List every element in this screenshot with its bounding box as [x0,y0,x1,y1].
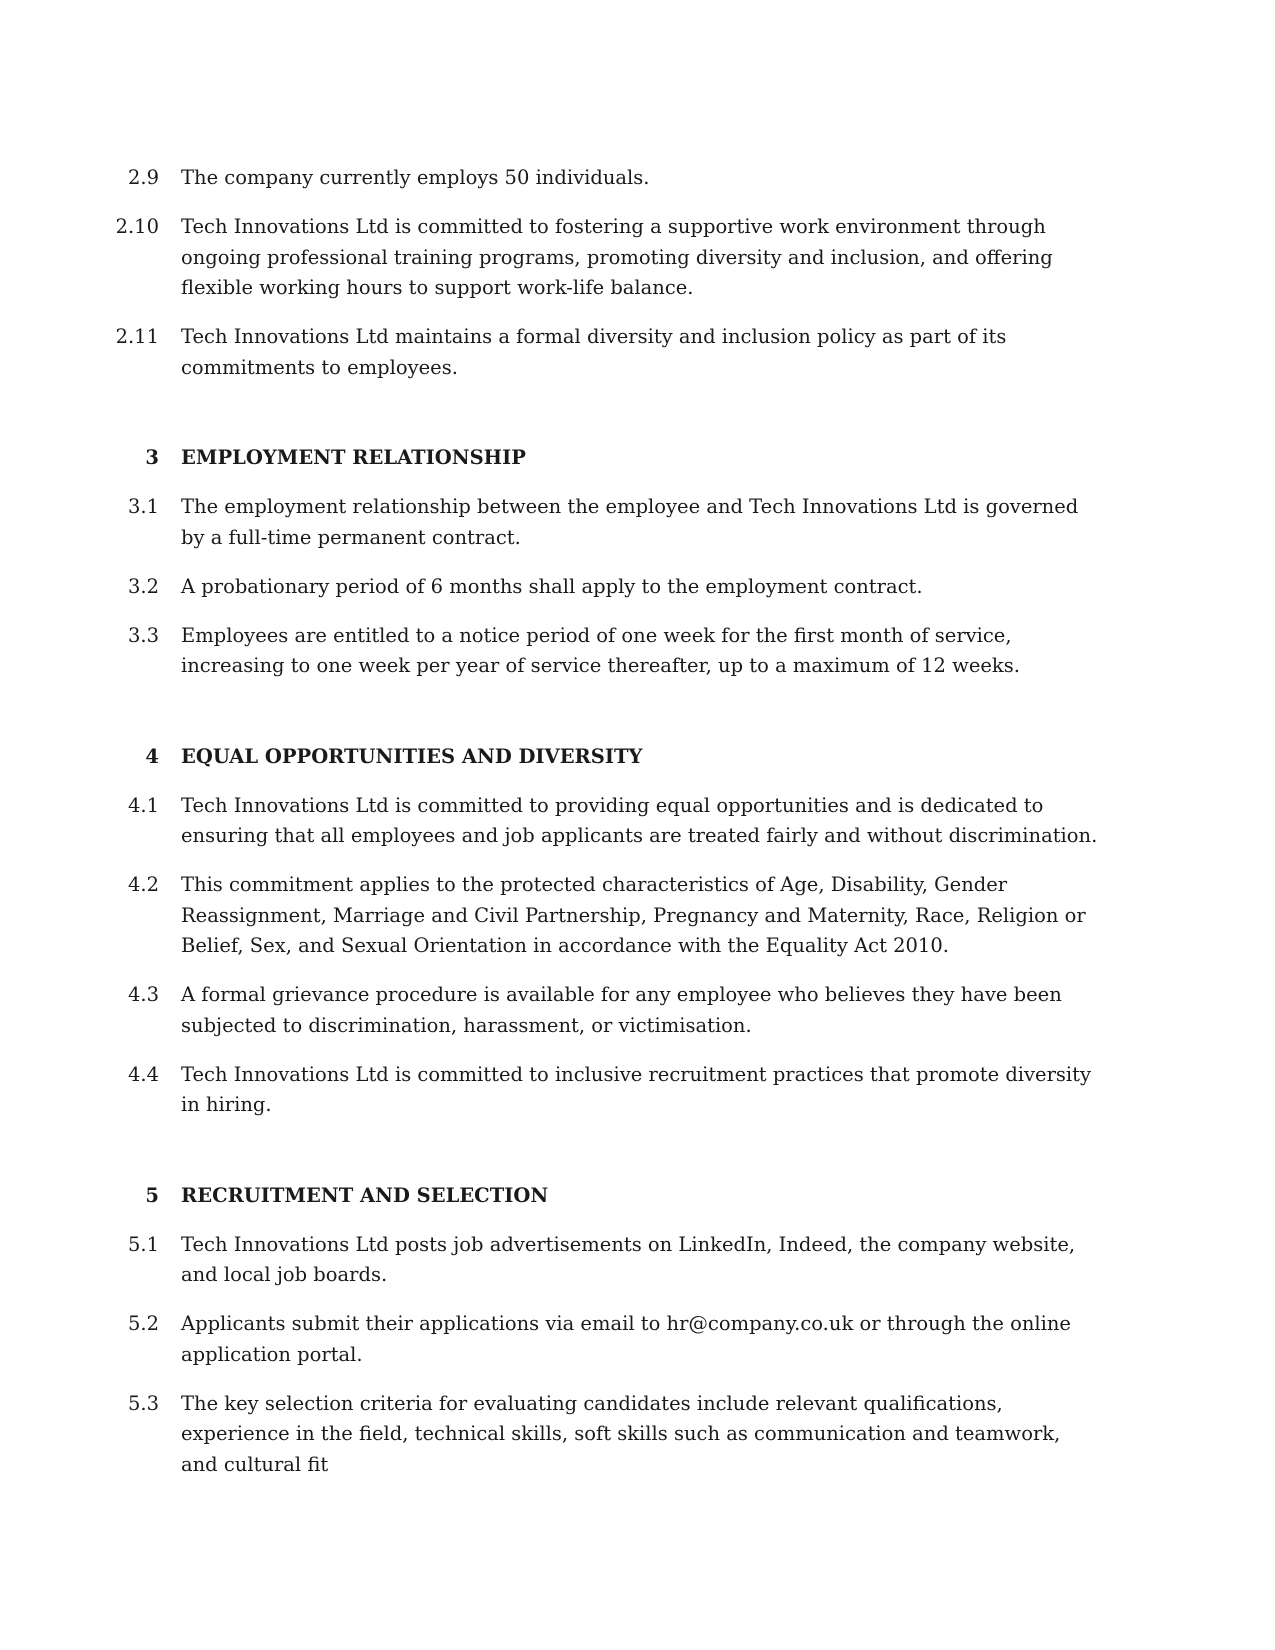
clause-text: A formal grievance procedure is available for any employee who believes they have been subjected to discrimination, harassment, or victimisation. [181,983,1062,1037]
clause-text: Employees are entitled to a notice period of one week for the first month of service, increasing to one week per year of service thereafter, up to a maximum of 12 weeks. [181,623,1020,677]
clause-number: 4.3 [127,983,159,1006]
clause-2-10 [0,212,1275,304]
clause-number: 2.10 [115,215,159,238]
clause-3-3 [0,621,1275,682]
section-heading [0,443,1275,474]
clause-text: The company currently employs 50 individuals. [181,166,650,189]
clause-number: 4.4 [127,1062,159,1086]
clause-number: 3.3 [127,623,159,647]
clause-text: This commitment applies to the protected characteristics of Age, Disability, Gender Reassignment, Marriage and Civil Partnership, Pregnancy and Maternity, Race, Religion or Belief, Sex, and Sexual Orientation in accordance with the Equality Act 2010. [181,873,1086,957]
clause-4-1 [0,791,1275,852]
section-title: EMPLOYMENT RELATIONSHIP [181,446,526,469]
clause-number: 3.1 [127,495,159,518]
clause-text: Tech Innovations Ltd posts job advertisements on LinkedIn, Indeed, the company website, and local job boards. [181,1232,1076,1286]
clause-number: 4.1 [127,793,159,817]
clause-text: Applicants submit their applications via email to hr@company.co.uk or through the online application portal. [181,1312,1071,1366]
section-employment-relationship [0,443,1275,682]
section-recruitment-selection [0,1181,1275,1481]
section-number: 4 [145,744,159,768]
clause-text: The employment relationship between the employee and Tech Innovations Ltd is governed by a full-time permanent contract. [181,495,1079,549]
clause-text: Tech Innovations Ltd is committed to inclusive recruitment practices that promote diversity in hiring. [181,1062,1092,1116]
clause-text: Tech Innovations Ltd is committed to providing equal opportunities and is dedicated to ensuring that all employees and job applicants are treated fairly and without discrimination. [181,793,1098,847]
clause-4-3 [0,980,1275,1041]
clause-3-1 [0,492,1275,553]
clause-4-4 [0,1060,1275,1121]
section-heading [0,742,1275,773]
clause-2-11 [0,322,1275,383]
section-number: 5 [145,1183,159,1207]
clause-text: Tech Innovations Ltd is committed to fostering a supportive work environment through ongoing professional training programs, promoting diversity and inclusion, and offering flexible working hours to support work-life balance. [181,215,1053,299]
clause-5-3 [0,1389,1275,1481]
clause-4-2 [0,870,1275,962]
clause-number: 5.1 [127,1232,159,1256]
clause-number: 2.11 [115,325,159,348]
clause-number: 3.2 [127,574,159,598]
section-title: EQUAL OPPORTUNITIES AND DIVERSITY [181,744,643,768]
clause-3-2 [0,572,1275,603]
clause-text: The key selection criteria for evaluating candidates include relevant qualifications, experience in the field, technical skills, soft skills such as communication and teamwork, and cultural fit [181,1391,1061,1476]
document-body [0,163,1275,1499]
clause-number: 5.3 [127,1391,159,1415]
clause-number: 2.9 [127,166,159,189]
clause-2-9 [0,163,1275,194]
clause-number: 4.2 [127,873,159,896]
clause-number: 5.2 [127,1312,159,1335]
section-number: 3 [145,446,159,469]
section-heading [0,1181,1275,1212]
section-title: RECRUITMENT AND SELECTION [181,1183,549,1207]
clause-text: Tech Innovations Ltd maintains a formal diversity and inclusion policy as part of its commitments to employees. [181,325,1007,379]
clause-5-1 [0,1230,1275,1291]
clause-5-2 [0,1309,1275,1370]
section-equal-opportunities [0,742,1275,1121]
clause-text: A probationary period of 6 months shall apply to the employment contract. [181,574,923,598]
